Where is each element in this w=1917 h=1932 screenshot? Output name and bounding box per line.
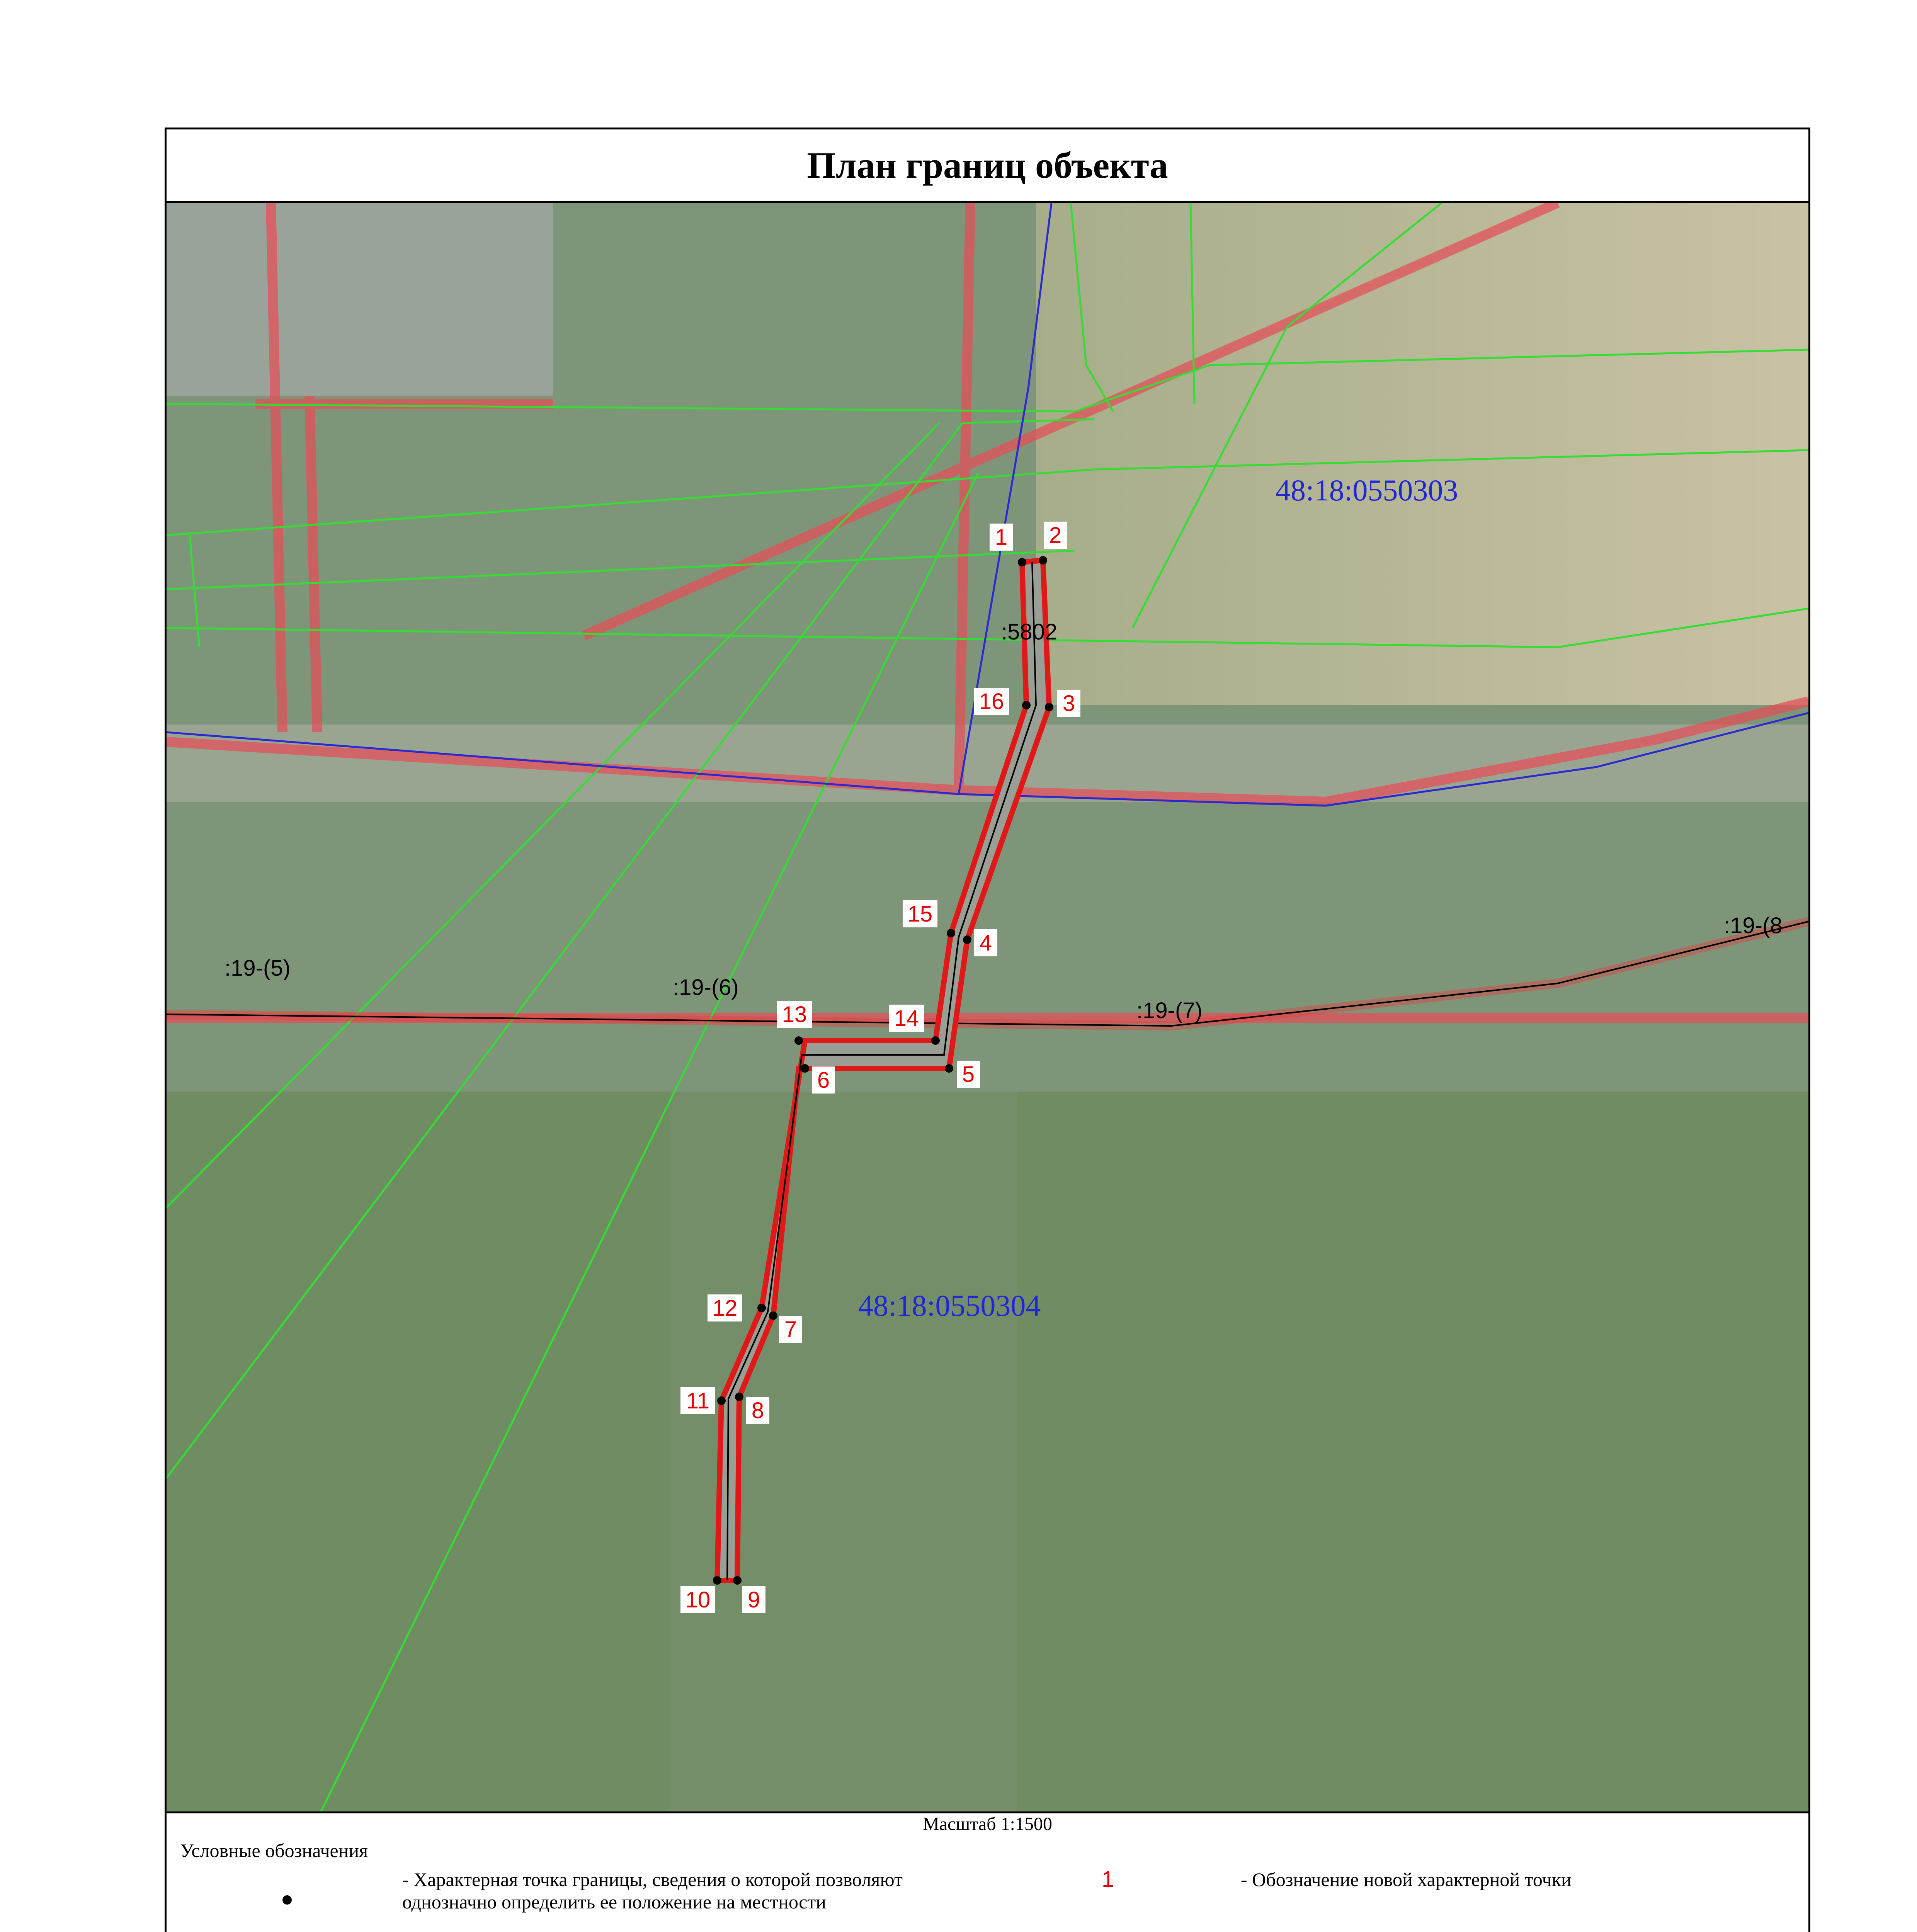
title-row bbox=[167, 129, 1808, 203]
map-svg bbox=[167, 203, 1808, 1811]
svg-text:10: 10 bbox=[685, 1587, 711, 1612]
point-label-11 bbox=[680, 1387, 715, 1414]
svg-text:12: 12 bbox=[712, 1296, 738, 1321]
point-label-6 bbox=[812, 1066, 835, 1094]
svg-text:4: 4 bbox=[979, 930, 992, 956]
page-title: План границ объекта bbox=[807, 145, 1168, 186]
built-area bbox=[167, 203, 553, 396]
svg-text:5: 5 bbox=[962, 1062, 975, 1087]
point-label-14 bbox=[889, 1005, 924, 1032]
boundary-label-5: :19-(5) bbox=[225, 956, 291, 981]
quarter-label-north: 48:18:0550303 bbox=[1276, 473, 1458, 507]
structure-number-label: :5802 bbox=[1001, 619, 1058, 645]
point-label-5 bbox=[957, 1061, 980, 1088]
point-label-2 bbox=[1044, 522, 1067, 549]
point-label-13 bbox=[777, 1001, 812, 1028]
legend-new-point: - Обозначение новой характерной точки bbox=[1241, 1869, 1572, 1890]
point-label-16 bbox=[974, 688, 1009, 715]
svg-text:2: 2 bbox=[1049, 523, 1062, 548]
plan-frame bbox=[165, 128, 1810, 1932]
svg-text:3: 3 bbox=[1062, 691, 1075, 716]
boundary-label-7: :19-(7) bbox=[1136, 998, 1203, 1023]
boundary-label-8: :19-(8 bbox=[1724, 913, 1783, 938]
legend-title: Условные обозначения bbox=[180, 1840, 368, 1861]
legend-point-symbol bbox=[282, 1895, 292, 1905]
svg-text:13: 13 bbox=[782, 1002, 807, 1027]
svg-text:1: 1 bbox=[995, 525, 1008, 550]
svg-text:7: 7 bbox=[784, 1317, 797, 1342]
point-label-8 bbox=[746, 1397, 769, 1424]
scale-label: Масштаб 1:1500 bbox=[923, 1814, 1052, 1834]
quarter-label-south: 48:18:0550304 bbox=[858, 1289, 1041, 1322]
point-label-9 bbox=[742, 1586, 765, 1613]
svg-text:11: 11 bbox=[686, 1388, 710, 1413]
svg-text:14: 14 bbox=[894, 1006, 919, 1031]
legend-char-point: - Характерная точка границы, сведения о которой позволяют однозначно определить ее положение на местности bbox=[402, 1869, 903, 1913]
point-label-15 bbox=[903, 900, 937, 927]
svg-text:9: 9 bbox=[747, 1587, 760, 1612]
legend-new-point-symbol: 1 bbox=[1102, 1867, 1114, 1892]
svg-text:8: 8 bbox=[751, 1398, 764, 1423]
svg-text:15: 15 bbox=[907, 901, 933, 927]
boundary-label-6: :19-(6) bbox=[673, 975, 739, 1000]
point-label-1 bbox=[990, 524, 1013, 551]
point-label-12 bbox=[708, 1294, 742, 1321]
point-label-3 bbox=[1057, 690, 1080, 717]
point-label-4 bbox=[974, 929, 997, 956]
map-area bbox=[167, 203, 1808, 1813]
svg-text:16: 16 bbox=[979, 689, 1004, 714]
svg-text:6: 6 bbox=[817, 1068, 830, 1093]
point-label-7 bbox=[779, 1316, 802, 1343]
point-label-10 bbox=[680, 1586, 715, 1613]
